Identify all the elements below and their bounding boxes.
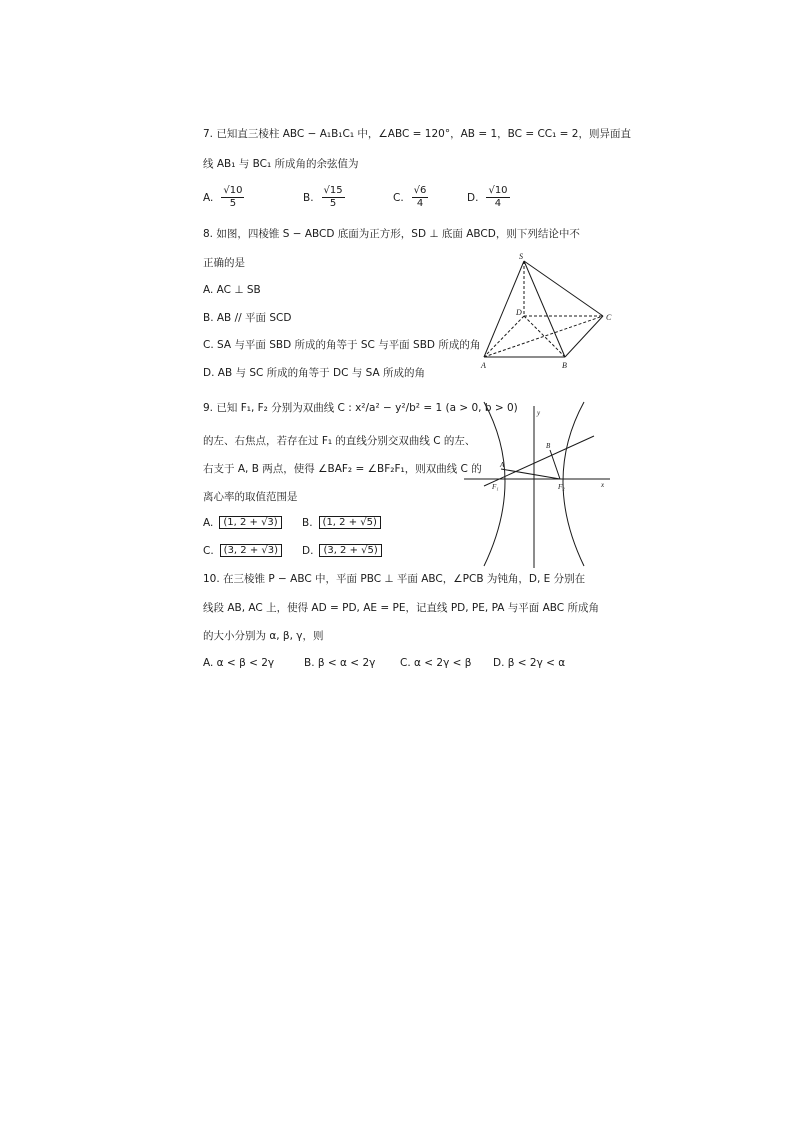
q7-stem-line2: 线 AB₁ 与 BC₁ 所成角的余弦值为 <box>203 158 359 170</box>
interval: (3, 2 + √5) <box>319 544 381 557</box>
denominator: 4 <box>416 198 424 209</box>
option-letter: B. <box>302 516 313 529</box>
pyramid-figure <box>478 250 618 375</box>
q10-option-a[interactable]: A. α < β < 2γ <box>203 657 275 669</box>
fraction <box>486 185 509 210</box>
diag-ac <box>484 316 603 357</box>
q7-option-a[interactable] <box>203 185 244 210</box>
denominator: 5 <box>229 198 237 209</box>
q7-stem-line1: 7. 已知直三棱柱 ABC − A₁B₁C₁ 中，∠ABC = 120°，AB = 1，BC = CC₁ = 2，则异面直 <box>203 128 631 140</box>
option-letter: B. <box>303 191 314 204</box>
option-letter: A. <box>203 516 214 529</box>
interval: (1, 2 + √5) <box>319 516 381 529</box>
q9-option-b[interactable] <box>302 516 381 529</box>
q9-stem-line4: 离心率的取值范围是 <box>203 491 298 503</box>
q10-stem-line2: 线段 AB, AC 上，使得 AD = PD, AE = PE，记直线 PD, PE, PA 与平面 ABC 所成角 <box>203 602 599 614</box>
label-s: S <box>519 252 523 261</box>
label-f2: F₂ <box>558 483 565 491</box>
numerator: √ 6 <box>412 185 429 198</box>
q10-stem-line3: 的大小分别为 α, β, γ，则 <box>203 630 324 642</box>
label-a: A <box>481 361 486 370</box>
segment-bf2 <box>550 450 560 479</box>
q10-stem-line1: 10. 在三棱锥 P − ABC 中，平面 PBC ⊥ 平面 ABC，∠PCB 为钝角，D, E 分别在 <box>203 573 586 585</box>
q9-option-d[interactable] <box>302 544 382 557</box>
q10-option-b[interactable]: B. β < α < 2γ <box>304 657 376 669</box>
option-letter: C. <box>203 544 214 557</box>
q7-option-b[interactable] <box>303 185 345 210</box>
numerator: √ 15 <box>322 185 345 198</box>
q7-option-d[interactable] <box>467 185 510 210</box>
label-b: B <box>562 361 567 370</box>
q8-option-a[interactable]: A. AC ⊥ SB <box>203 284 261 296</box>
interval: (1, 2 + √3) <box>219 516 281 529</box>
q9-stem-line2: 的左、右焦点，若存在过 F₁ 的直线分别交双曲线 C 的左、 <box>203 435 476 447</box>
q7-option-c[interactable] <box>393 185 428 210</box>
right-branch <box>563 402 584 566</box>
numerator: √ 10 <box>486 185 509 198</box>
label-x: x <box>601 481 605 489</box>
denominator: 4 <box>494 198 502 209</box>
edge-da <box>484 316 524 357</box>
q8-stem-line2: 正确的是 <box>203 257 245 269</box>
q8-option-d[interactable]: D. AB 与 SC 所成的角等于 DC 与 SA 所成的角 <box>203 367 425 379</box>
q10-option-c[interactable]: C. α < 2γ < β <box>400 657 472 669</box>
interval: (3, 2 + √3) <box>220 544 282 557</box>
denominator: 5 <box>329 198 337 209</box>
label-c: C <box>606 313 612 322</box>
numerator: √ 10 <box>221 185 244 198</box>
q9-option-a[interactable] <box>203 516 282 529</box>
q8-stem-line1: 8. 如图，四棱锥 S − ABCD 底面为正方形，SD ⊥ 底面 ABCD，则下列结论中不 <box>203 228 580 240</box>
label-y: y <box>537 409 541 417</box>
q9-option-c[interactable] <box>203 544 282 557</box>
hyperbola-figure <box>462 398 612 570</box>
label-f1: F₁ <box>492 483 499 491</box>
q9-stem-line3: 右支于 A, B 两点，使得 ∠BAF₂ = ∠BF₂F₁，则双曲线 C 的 <box>203 463 482 475</box>
option-letter: C. <box>393 191 404 204</box>
fraction <box>221 185 244 210</box>
q8-option-b[interactable]: B. AB // 平面 SCD <box>203 312 292 324</box>
fraction <box>322 185 345 210</box>
fraction <box>412 185 429 210</box>
diag-db <box>524 316 565 357</box>
label-d: D <box>516 308 522 317</box>
q10-option-d[interactable]: D. β < 2γ < α <box>493 657 566 669</box>
q8-option-c[interactable]: C. SA 与平面 SBD 所成的角等于 SC 与平面 SBD 所成的角 <box>203 339 481 351</box>
label-a: A <box>500 461 505 469</box>
option-letter: D. <box>302 544 314 557</box>
option-letter: A. <box>203 191 214 204</box>
q9-stem-line1: 9. 已知 F₁, F₂ 分别为双曲线 C : x²/a² − y²/b² = 1 (a > 0, b > 0) <box>203 402 518 414</box>
option-letter: D. <box>467 191 479 204</box>
label-b: B <box>546 442 551 450</box>
